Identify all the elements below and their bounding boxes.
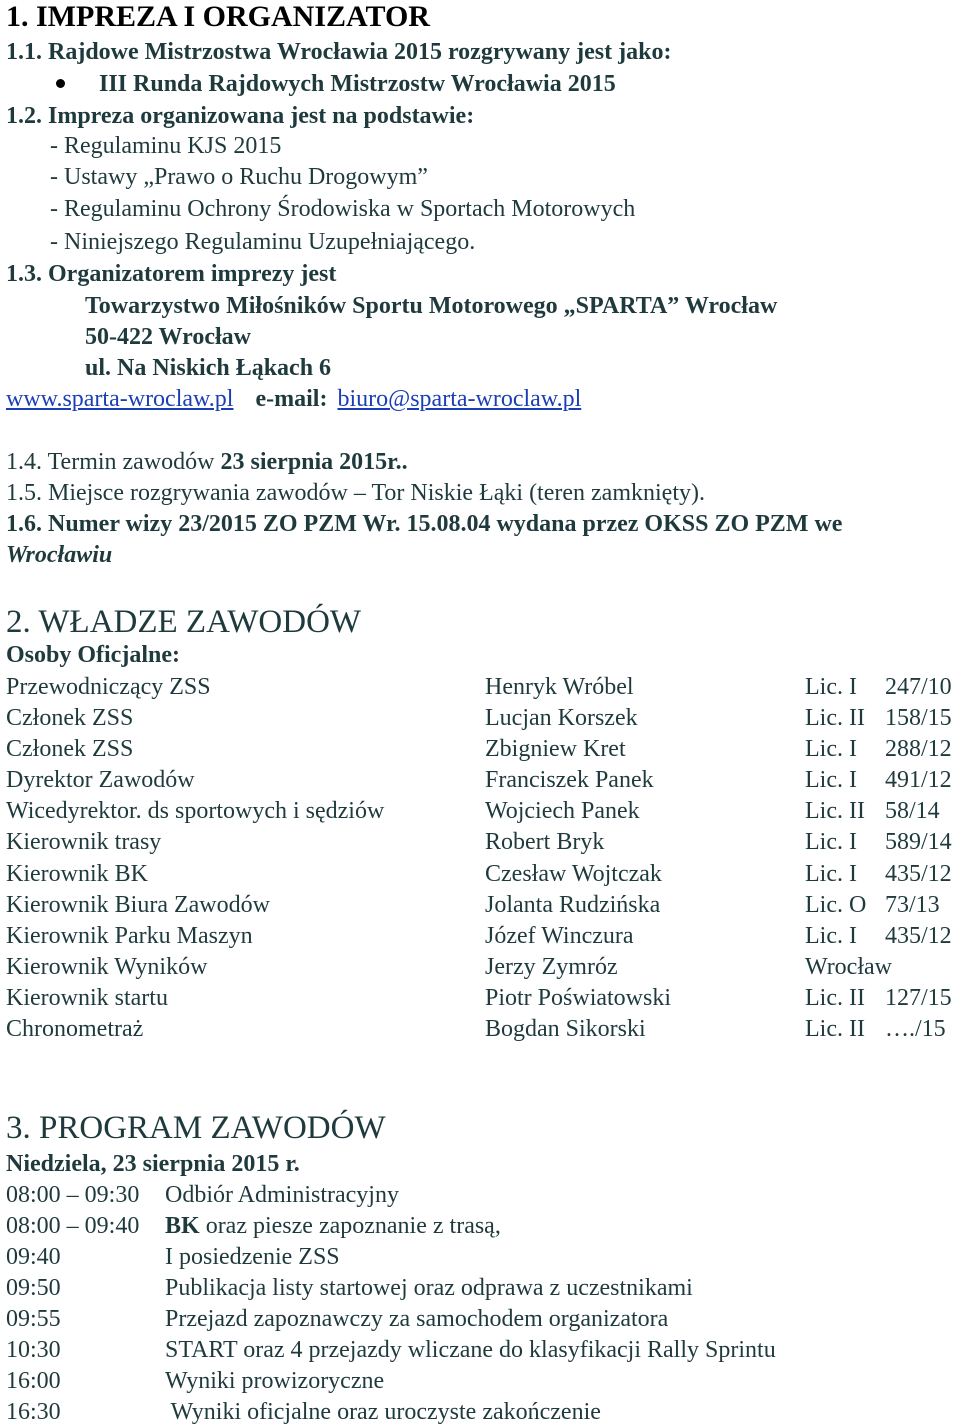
official-license-number: 158/15: [885, 705, 952, 731]
section-2-heading: 2. WŁADZE ZAWODÓW: [6, 604, 362, 640]
official-license-number: …./15: [885, 1016, 946, 1042]
official-license: Lic. I: [805, 674, 857, 700]
website-link[interactable]: www.sparta-wroclaw.pl: [6, 386, 234, 412]
official-name: Henryk Wróbel: [485, 674, 634, 700]
official-role: Dyrektor Zawodów: [6, 767, 195, 793]
schedule-time: 08:00 – 09:30: [6, 1182, 140, 1208]
official-license-number: 73/13: [885, 892, 940, 918]
schedule-time: 16:30: [6, 1399, 61, 1425]
official-name: Robert Bryk: [485, 829, 605, 855]
paragraph-1-4: [6, 447, 408, 477]
section-1-heading: 1. IMPREZA I ORGANIZATOR: [6, 0, 430, 33]
paragraph-1-3: 1.3. Organizatorem imprezy jest: [6, 261, 337, 287]
officials-subheading: Osoby Oficjalne:: [6, 642, 180, 668]
official-role: Chronometraż: [6, 1016, 144, 1042]
schedule-row: [0, 1397, 960, 1427]
official-license: Lic. O: [805, 892, 867, 918]
official-row: [0, 672, 960, 702]
basis-item: - Niniejszego Regulaminu Uzupełniającego.: [50, 229, 476, 255]
official-role: Kierownik trasy: [6, 829, 162, 855]
schedule-row: [0, 1366, 960, 1396]
official-license-number: 491/12: [885, 767, 952, 793]
official-role: Przewodniczący ZSS: [6, 674, 211, 700]
contact-line: [6, 384, 581, 414]
official-row: [0, 703, 960, 733]
schedule-time: 09:55: [6, 1306, 61, 1332]
schedule-row: [0, 1273, 960, 1303]
schedule-event-bold: BK: [165, 1213, 200, 1239]
email-link[interactable]: biuro@sparta-wroclaw.pl: [337, 386, 582, 412]
official-name: Czesław Wojtczak: [485, 861, 662, 887]
organizer-city: 50-422 Wrocław: [85, 324, 251, 350]
schedule-event: [165, 1180, 399, 1210]
schedule-row: [0, 1335, 960, 1365]
official-row: [0, 734, 960, 764]
official-license: Lic. I: [805, 861, 857, 887]
schedule-time: 09:50: [6, 1275, 61, 1301]
official-license: Lic. I: [805, 767, 857, 793]
schedule-event: [165, 1211, 501, 1241]
schedule-event-text: Odbiór Administracyjny: [165, 1182, 399, 1208]
bullet-text: III Runda Rajdowych Mistrzostw Wrocławia 2015: [99, 71, 616, 97]
official-name: Franciszek Panek: [485, 767, 654, 793]
schedule-event-text: Publikacja listy startowej oraz odprawa z uczestnikami: [165, 1275, 693, 1301]
official-role: Kierownik startu: [6, 985, 168, 1011]
schedule-time: 09:40: [6, 1244, 61, 1270]
official-role: Kierownik BK: [6, 861, 148, 887]
official-name: Bogdan Sikorski: [485, 1016, 646, 1042]
paragraph-1-1: 1.1. Rajdowe Mistrzostwa Wrocławia 2015 rozgrywany jest jako:: [6, 39, 672, 65]
official-license: Lic. I: [805, 736, 857, 762]
paragraph-1-5: 1.5. Miejsce rozgrywania zawodów – Tor Niskie Łąki (teren zamknięty).: [6, 480, 705, 506]
schedule-event-text: Wyniki prowizoryczne: [165, 1368, 385, 1394]
official-role: Kierownik Biura Zawodów: [6, 892, 270, 918]
schedule-event: [165, 1273, 693, 1303]
schedule-row: [0, 1211, 960, 1241]
schedule-event-text: oraz piesze zapoznanie z trasą,: [199, 1213, 501, 1239]
schedule-event-text: Wyniki oficjalne oraz uroczyste zakończenie: [165, 1399, 601, 1425]
paragraph-1-6: 1.6. Numer wizy 23/2015 ZO PZM Wr. 15.08.04 wydana przez OKSS ZO PZM we: [6, 511, 843, 537]
official-license: Lic. II: [805, 1016, 865, 1042]
event-date: 23 sierpnia 2015r..: [220, 449, 408, 475]
schedule-event: [165, 1397, 601, 1427]
official-license: Lic. II: [805, 985, 865, 1011]
section-3-heading: 3. PROGRAM ZAWODÓW: [6, 1110, 386, 1146]
official-license: Lic. II: [805, 798, 865, 824]
basis-item: - Regulaminu Ochrony Środowiska w Sportach Motorowych: [50, 196, 636, 222]
schedule-time: 10:30: [6, 1337, 61, 1363]
program-date: Niedziela, 23 sierpnia 2015 r.: [6, 1151, 300, 1177]
official-license-number: 58/14: [885, 798, 940, 824]
official-row: [0, 796, 960, 826]
official-row: [0, 859, 960, 889]
official-name: Jerzy Zymróz: [485, 954, 618, 980]
official-row: [0, 921, 960, 951]
official-row: [0, 952, 960, 982]
paragraph-1-2: 1.2. Impreza organizowana jest na podstawie:: [6, 103, 475, 129]
official-name: Wojciech Panek: [485, 798, 640, 824]
schedule-event-text: Przejazd zapoznawczy za samochodem organizatora: [165, 1306, 669, 1332]
bullet-icon: [56, 79, 65, 88]
organizer-name: Towarzystwo Miłośników Sportu Motorowego „SPARTA” Wrocław: [85, 293, 778, 319]
official-row: [0, 1014, 960, 1044]
schedule-time: 16:00: [6, 1368, 61, 1394]
schedule-row: [0, 1180, 960, 1210]
official-row: [0, 890, 960, 920]
schedule-event-text: START oraz 4 przejazdy wliczane do klasyfikacji Rally Sprintu: [165, 1337, 776, 1363]
official-license-number: 435/12: [885, 923, 952, 949]
official-license: Lic. I: [805, 829, 857, 855]
schedule-event: [165, 1304, 668, 1334]
official-role: Wicedyrektor. ds sportowych i sędziów: [6, 798, 385, 824]
official-license: Lic. I: [805, 923, 857, 949]
official-name: Józef Winczura: [485, 923, 634, 949]
bullet-item: [56, 69, 616, 99]
official-license-number: 435/12: [885, 861, 952, 887]
schedule-row: [0, 1242, 960, 1272]
official-name: Zbigniew Kret: [485, 736, 626, 762]
official-row: [0, 983, 960, 1013]
official-row: [0, 765, 960, 795]
official-license: Lic. II: [805, 705, 865, 731]
official-license-number: 247/10: [885, 674, 952, 700]
organizer-street: ul. Na Niskich Łąkach 6: [85, 355, 332, 381]
email-label: e-mail:: [255, 386, 328, 412]
official-row: [0, 827, 960, 857]
official-role: Kierownik Wyników: [6, 954, 208, 980]
official-license-number: 589/14: [885, 829, 952, 855]
official-role: Członek ZSS: [6, 705, 134, 731]
official-name: Piotr Poświatowski: [485, 985, 672, 1011]
official-name: Jolanta Rudzińska: [485, 892, 661, 918]
schedule-event-text: I posiedzenie ZSS: [165, 1244, 340, 1270]
date-prefix: 1.4. Termin zawodów: [6, 449, 215, 475]
official-role: Kierownik Parku Maszyn: [6, 923, 253, 949]
official-license: Wrocław: [805, 954, 892, 980]
basis-item: - Ustawy „Prawo o Ruchu Drogowym”: [50, 164, 428, 190]
schedule-event: [165, 1335, 776, 1365]
official-license-number: 127/15: [885, 985, 952, 1011]
schedule-time: 08:00 – 09:40: [6, 1213, 140, 1239]
official-name: Lucjan Korszek: [485, 705, 638, 731]
paragraph-1-6-cont: Wrocławiu: [6, 542, 113, 568]
schedule-event: [165, 1242, 340, 1272]
official-role: Członek ZSS: [6, 736, 134, 762]
official-license-number: 288/12: [885, 736, 952, 762]
schedule-event: [165, 1366, 384, 1396]
basis-item: - Regulaminu KJS 2015: [50, 133, 282, 159]
schedule-row: [0, 1304, 960, 1334]
